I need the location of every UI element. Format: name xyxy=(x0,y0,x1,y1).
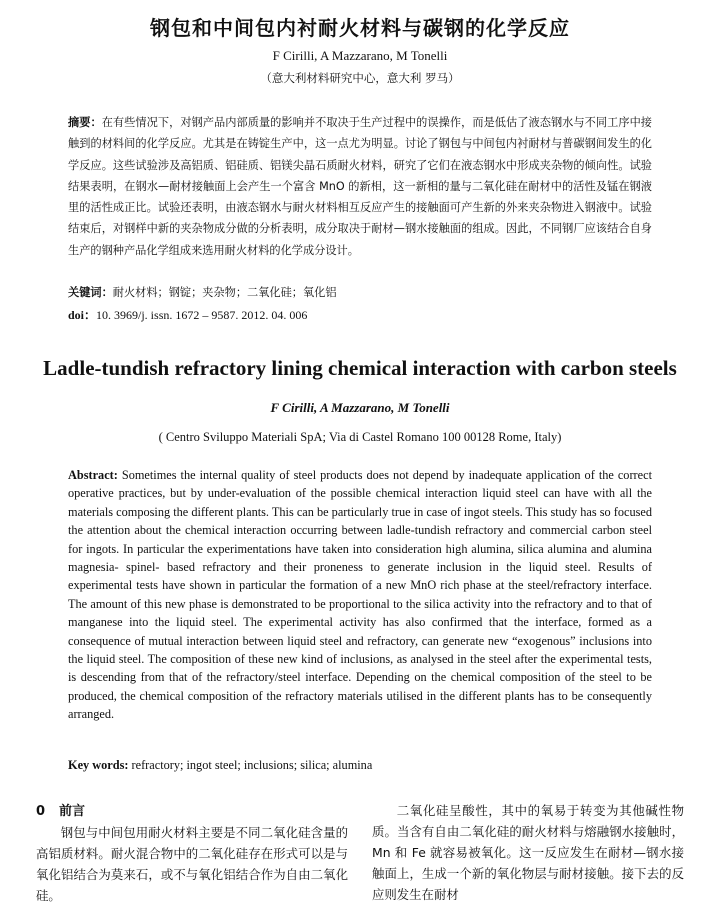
chinese-keywords-text: 耐火材料；钢锭；夹杂物；二氧化硅；氧化铝 xyxy=(112,286,337,299)
section-heading xyxy=(36,800,85,819)
doi-line xyxy=(68,306,652,323)
english-affiliation: ( Centro Sviluppo Materiali SpA; Via di Castel Romano 100 00128 Rome, Italy) xyxy=(158,430,562,444)
english-abstract xyxy=(68,466,652,724)
chinese-keywords xyxy=(68,284,652,300)
chinese-title: 钢包和中间包内衬耐火材料与碳钢的化学反应 xyxy=(150,16,570,40)
chinese-abstract-text: 在有些情况下，对钢产品内部质量的影响并不取决于生产过程中的误操作，而是低估了液态钢水与不同工序中接触到的材料间的化学反应。尤其是在铸锭生产中，这一点尤为明显。讨论了钢包与中间包内衬耐材与普碳钢间发生的化学反应。这些试验涉及高铝质、铝硅质、铝镁尖晶石质耐火材料，研究了它们在液态钢水中形成夹杂物的倾向性。试验结果表明，在钢水—耐材接触面上会产生一个富含 MnO 的新相，这一新相的量与二氧化硅在耐材中的活性及锰在钢液里的活性成正比。试验还表明，由液态钢水与耐火材料相互反应产生的接触面可产生新的外来夹杂物进入钢液中。试验结束后，对钢样中新的夹杂物成分做的分析表明，成分取决于耐材—钢水接触面的组成。因此，不同钢厂应该结合自身生产的钢种产品化学组成来选用耐火材料的化学成分设计。 xyxy=(68,116,652,257)
doi-label: doi： xyxy=(68,308,97,322)
body-left-column: 钢包与中间包用耐火材料主要是不同二氧化硅含量的高铝质材料。耐火混合物中的二氧化硅存在形式可以是与氧化铝结合为莫来石，或不与氧化铝结合作为自由二氧化硅。 xyxy=(36,825,348,903)
section-title: 前言 xyxy=(59,804,86,819)
english-keywords-label: Key words: xyxy=(68,758,132,772)
chinese-authors: F Cirilli, A Mazzarano, M Tonelli xyxy=(272,48,448,63)
chinese-abstract-label: 摘要： xyxy=(68,116,102,129)
english-title: Ladle-tundish refractory lining chemical interaction with carbon steels xyxy=(43,356,677,380)
english-abstract-text: Sometimes the internal quality of steel products does not depend by inadequate application of the correct operative practices, but by under-evaluation of the possible chemical interaction liquid steel can have with all the materials composing the different plants. This can be particularly true in case of ingot steels. This study has so focused the attention about the chemical interaction occurring between ladle-tundish refractory and commercial carbon steel for ingots. In particular the experimentations have taken into consideration high alumina, silica alumina and alumina magnesia- spinel- based refractory and their proneness to generate inclusion in the liquid steel. Results of experimental tests have shown in particular the formation of a new MnO rich phase at the steel/refractory interface. The amount of this new phase is demonstrated to be proportional to the silica activity into the refractory and to that of manganese into the liquid steel. The experimental activity has also confirmed that the interface, formed as a consequence of mutual interaction between liquid steel and refractory, can generate new “exogenous” inclusions into the liquid steel. The composition of these new kind of inclusions, as analysed in the steel after the experimental tests, is descending from that of the refractory/steel interface. Depending on the chemical composition of the steel to be produced, the chemical composition of the refractory materials utilised in the different plants has to be consequently arranged. xyxy=(68,468,652,722)
doi-value: 10. 3969/j. issn. 1672 – 9587. 2012. 04. 006 xyxy=(96,308,308,322)
body-right-column: 二氧化硅呈酸性，其中的氧易于转变为其他碱性物质。当含有自由二氧化硅的耐火材料与熔融钢水接触时，Mn 和 Fe 就容易被氧化。这一反应发生在耐材—钢水接触面上，生成一个新的氧化物层与耐材接触。接下去的反应则发生在耐材 xyxy=(372,803,684,902)
english-authors: F Cirilli, A Mazzarano, M Tonelli xyxy=(270,400,450,415)
section-number: 0 xyxy=(36,804,46,819)
english-keywords xyxy=(68,758,652,773)
chinese-abstract xyxy=(68,112,652,261)
english-abstract-label: Abstract: xyxy=(68,468,122,482)
chinese-affiliation: （意大利材料研究中心，意大利 罗马） xyxy=(260,71,460,85)
english-keywords-text: refractory; ingot steel; inclusions; silica; alumina xyxy=(131,758,373,772)
chinese-keywords-label: 关键词： xyxy=(68,286,113,299)
